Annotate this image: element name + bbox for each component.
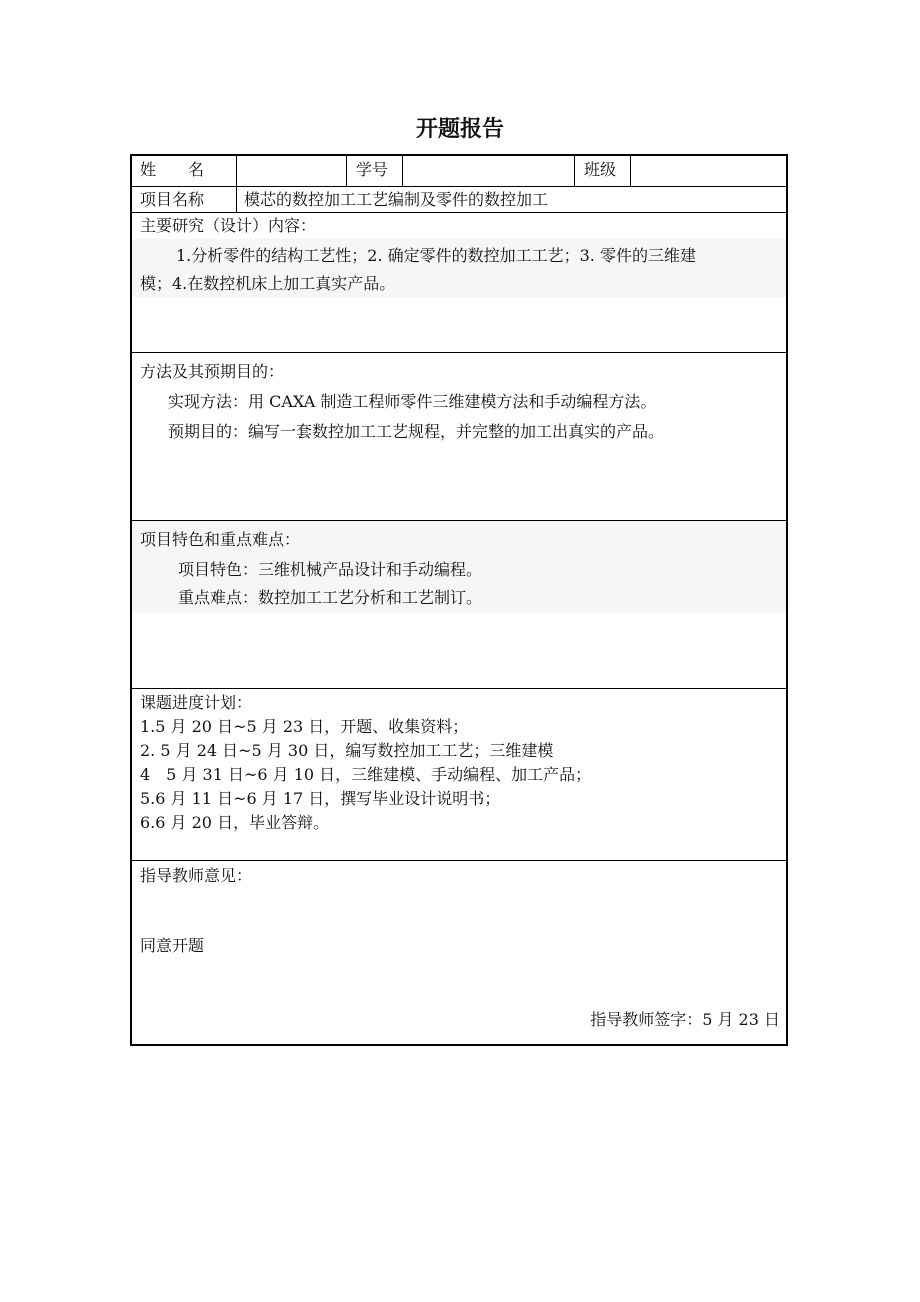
advisor-heading: 指导教师意见： [140,866,253,885]
method-heading: 方法及其预期目的： [140,362,285,381]
schedule-item: 5.6 月 11 日~6 月 17 日，撰写毕业设计说明书； [140,789,501,808]
class-field[interactable] [630,156,786,186]
features-section [132,520,786,689]
schedule-item: 2. 5 月 24 日~5 月 30 日，编写数控加工工艺；三维建模 [140,741,554,760]
research-line-2: 模；4.在数控机床上加工真实产品。 [140,274,396,293]
document-title: 开题报告 [415,117,504,142]
schedule-item: 1.5 月 20 日~5 月 23 日，开题、收集资料； [140,717,469,736]
research-line-1: 1.分析零件的结构工艺性；2. 确定零件的数控加工工艺；3. 零件的三维建 [176,246,696,265]
schedule-section [132,688,786,861]
proposal-form [130,154,788,1046]
schedule-heading: 课题进度计划： [140,693,253,712]
method-line-2: 预期目的：编写一套数控加工工艺规程，并完整的加工出真实的产品。 [168,422,665,441]
method-section [132,352,786,521]
project-label: 项目名称 [140,190,205,209]
advisor-section [132,860,786,1044]
research-section [132,212,786,353]
method-line-1: 实现方法：用 CAXA 制造工程师零件三维建模方法和手动编程方法。 [168,392,657,411]
features-line-2: 重点难点：数控加工工艺分析和工艺制订。 [178,588,483,607]
student-id-label: 学号 [356,160,389,179]
features-line-1: 项目特色：三维机械产品设计和手动编程。 [178,560,483,579]
schedule-item: 4 5 月 31 日~6 月 10 日，三维建模、手动编程、加工产品； [140,765,592,784]
info-row [132,156,786,186]
project-name: 模芯的数控加工工艺编制及零件的数控加工 [244,190,549,209]
name-label: 姓 名 [140,160,205,179]
student-id-field[interactable] [402,156,574,186]
schedule-item: 6.6 月 20 日，毕业答辩。 [140,813,330,832]
features-heading: 项目特色和重点难点： [140,530,301,549]
advisor-opinion: 同意开题 [140,936,205,955]
advisor-signature: 指导教师签字：5 月 23 日 [590,1010,780,1029]
research-heading: 主要研究（设计）内容： [140,216,317,235]
name-field[interactable] [236,156,346,186]
class-label: 班级 [584,160,617,179]
project-row [132,186,786,213]
